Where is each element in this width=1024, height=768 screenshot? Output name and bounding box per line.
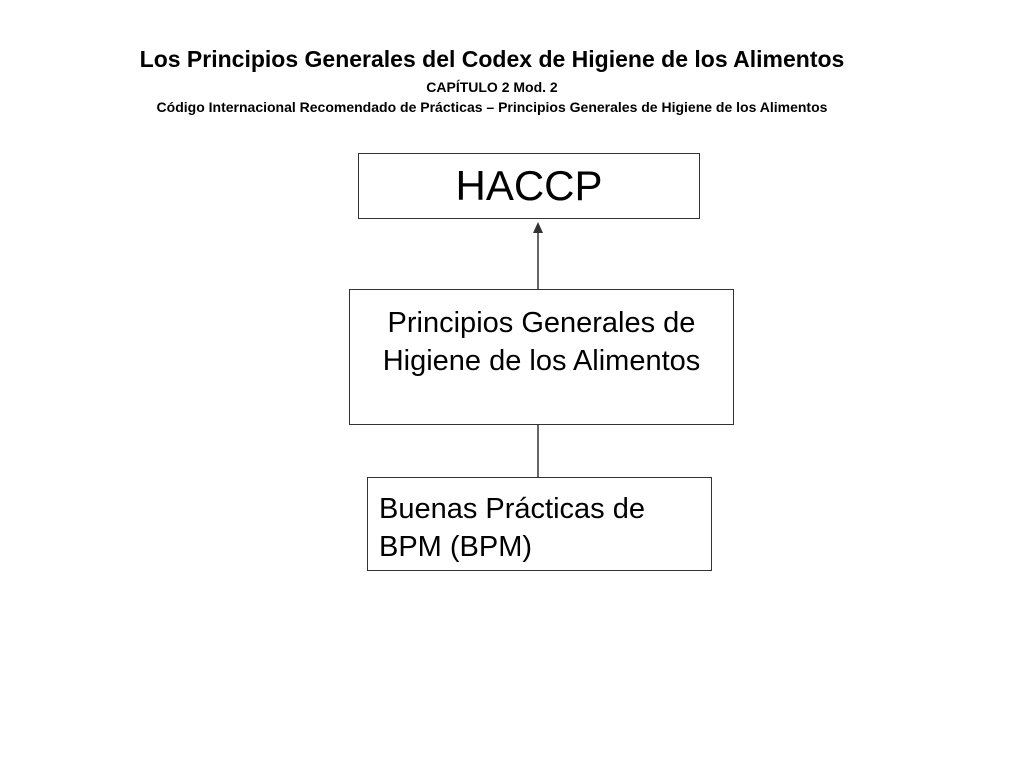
general-principles-line-1: Principios Generales de xyxy=(387,307,696,339)
general-principles-line-2: Higiene de los Alimentos xyxy=(382,345,701,377)
good-practices-box xyxy=(367,477,712,571)
haccp-box xyxy=(358,153,700,219)
general-principles-box xyxy=(349,289,734,425)
good-practices-line-2: BPM (BPM) xyxy=(379,531,533,563)
page-subtitle: Código Internacional Recomendado de Prácticas – Principios Generales de Higiene de los Alimentos xyxy=(156,99,828,115)
arrow-head-up-icon xyxy=(533,222,543,233)
page-title: Los Principios Generales del Codex de Higiene de los Alimentos xyxy=(139,46,845,72)
chapter-label: CAPÍTULO 2 Mod. 2 xyxy=(426,79,558,95)
haccp-label: HACCP xyxy=(455,162,603,209)
good-practices-line-1: Buenas Prácticas de xyxy=(379,493,645,525)
